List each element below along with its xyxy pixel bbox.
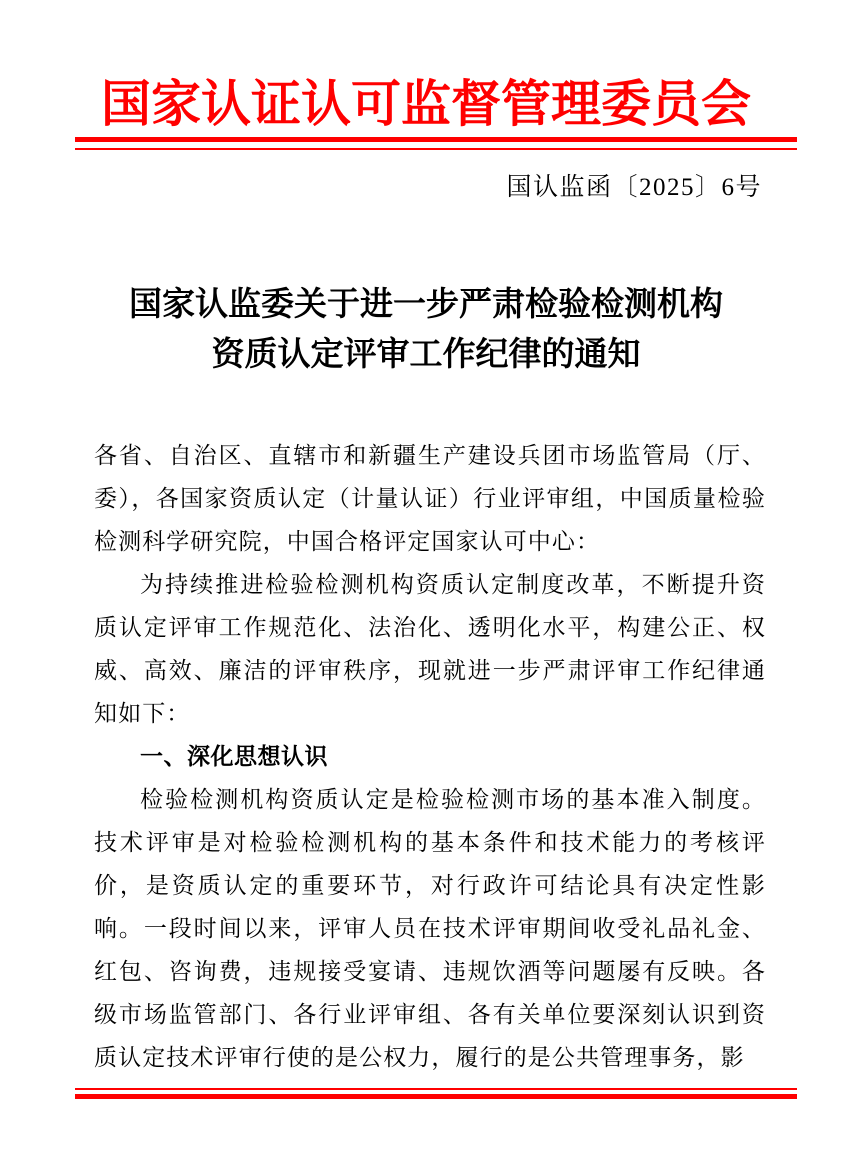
footer-rule-thin [75,1088,797,1090]
document-number: 国认监函〔2025〕6号 [506,174,762,201]
footer-rule-thick [75,1094,797,1099]
header-rule-thick [75,137,797,142]
document-title-line-1: 国家认监委关于进一步严肃检验检测机构 [129,287,723,323]
document-title [60,280,792,380]
salutation-paragraph: 各省、自治区、直辖市和新疆生产建设兵团市场监管局（厅、委），各国家资质认定（计量认证）行业评审组，中国质量检验检测科学研究院，中国合格评定国家认可中心： [94,443,766,554]
header-double-rule [75,137,797,150]
section-1-paragraph: 检验检测机构资质认定是检验检测市场的基本准入制度。技术评审是对检验检测机构的基本条件和技术能力的考核评价，是资质认定的重要环节，对行政许可结论具有决定性影响。一段时间以来，评审人员在技术评审期间收受礼品礼金、红包、咨询费，违规接受宴请、违规饮酒等问题屡有反映。各级市场监管部门、各行业评审组、各有关单位要深刻认识到资质认定技术评审行使的是公权力，履行的是公共管理事务，影 [94,787,766,1070]
letterhead-agency-name: 国家认证认可监督管理委员会 [101,76,751,132]
document-body [94,434,766,1084]
document-title-line-2: 资质认定评审工作纪律的通知 [211,337,641,373]
section-1-heading: 一、深化思想认识 [140,743,328,769]
header-rule-thin [75,148,797,150]
footer-double-rule [75,1088,797,1099]
intro-paragraph: 为持续推进检验检测机构资质认定制度改革，不断提升资质认定评审工作规范化、法治化、透明化水平，构建公正、权威、高效、廉洁的评审秩序，现就进一步严肃评审工作纪律通知如下： [94,572,766,726]
